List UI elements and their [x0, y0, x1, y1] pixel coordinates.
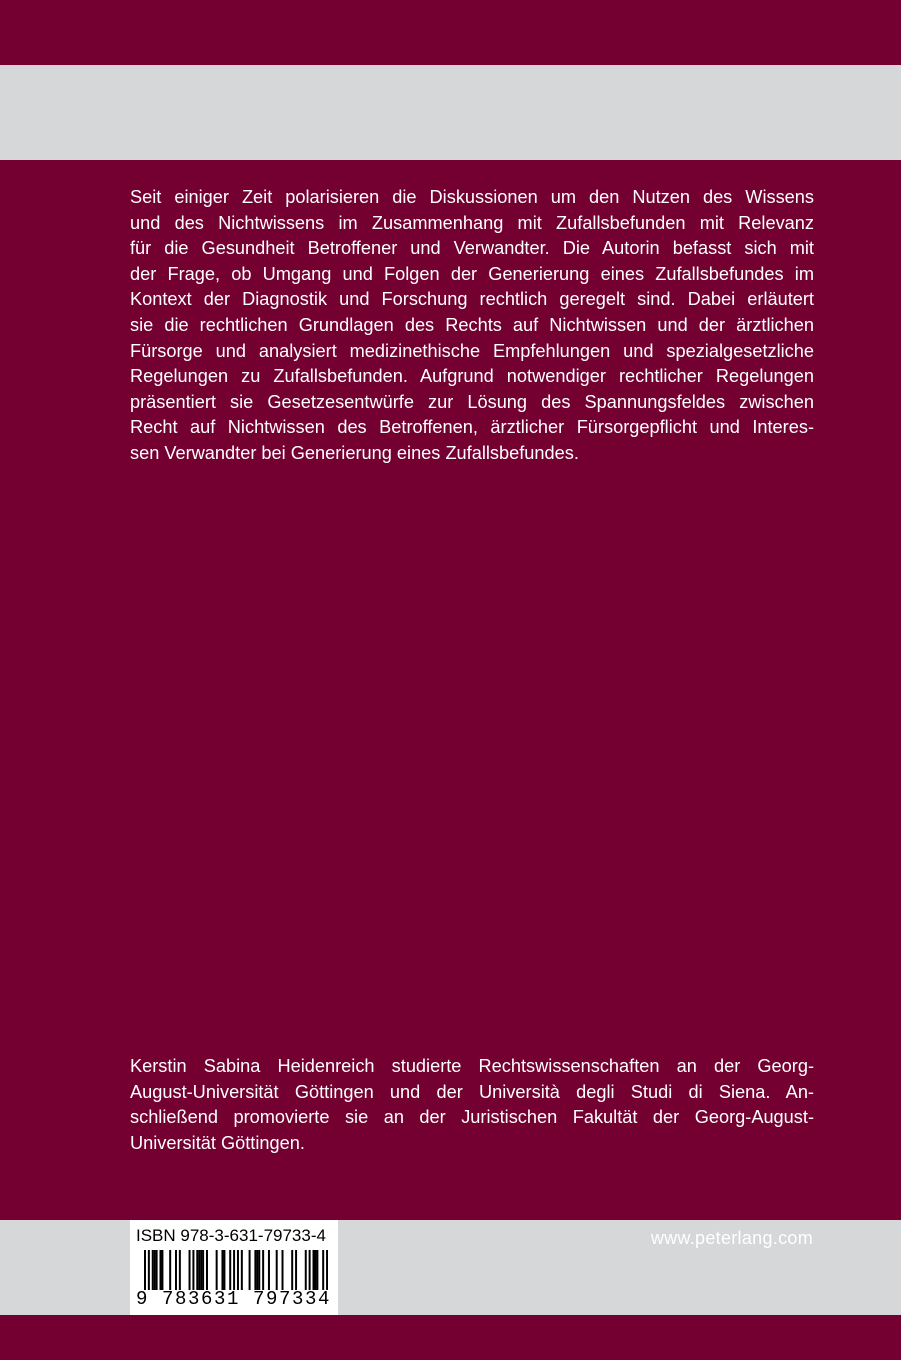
barcode-bar	[241, 1250, 243, 1290]
barcode-bar	[282, 1250, 284, 1290]
barcode-bar	[152, 1250, 154, 1290]
author-biography	[130, 1054, 814, 1156]
barcode-bar	[216, 1250, 218, 1290]
barcode-bar	[229, 1250, 231, 1290]
barcode-bar	[198, 1250, 200, 1290]
barcode-bar	[148, 1250, 150, 1290]
barcode-bar	[175, 1250, 177, 1290]
barcode-bar	[268, 1250, 270, 1290]
barcode-bar	[313, 1250, 315, 1290]
barcode-bar	[237, 1250, 239, 1290]
barcode-bar	[276, 1250, 278, 1290]
barcode-bar	[262, 1250, 264, 1290]
barcode-digits: 9 783631 797334	[136, 1288, 332, 1310]
description-line: der Frage, ob Umgang und Folgen der Generierung eines Zufallsbefundes im	[130, 263, 814, 284]
description-line: Seit einiger Zeit polarisieren die Diskussionen um den Nutzen des Wissens	[130, 187, 814, 207]
barcode-bar	[314, 1250, 316, 1290]
description-line: und des Nichtwissens im Zusammenhang mit Zufallsbefunden mit Relevanz	[130, 212, 814, 233]
barcode-bar	[144, 1250, 146, 1290]
barcode-bar	[249, 1250, 251, 1290]
description-line: Recht auf Nichtwissen des Betroffenen, ärztlicher Fürsorgepflicht und Interes-	[130, 417, 814, 438]
barcode-bars	[144, 1250, 328, 1290]
barcode-bar	[202, 1250, 204, 1290]
barcode-bar	[200, 1250, 202, 1290]
barcode-bar	[305, 1250, 307, 1290]
barcode-bar	[254, 1250, 256, 1290]
book-description	[130, 185, 814, 467]
description-line: präsentiert sie Gesetzesentwürfe zur Lösung des Spannungsfeldes zwischen	[130, 391, 814, 412]
barcode-bar	[192, 1250, 194, 1290]
barcode-bar	[196, 1250, 198, 1290]
barcode-bar	[256, 1250, 258, 1290]
barcode-bar	[221, 1250, 223, 1290]
bio-line: schließend promovierte sie an der Juristischen Fakultät der Georg-August-	[130, 1107, 814, 1128]
bio-line: Kerstin Sabina Heidenreich studierte Rechtswissenschaften an der Georg-	[130, 1056, 814, 1076]
bio-line: Universität Göttingen.	[130, 1132, 305, 1153]
barcode-bar	[189, 1250, 191, 1290]
barcode-bar	[309, 1250, 311, 1290]
barcode-bar	[233, 1250, 235, 1290]
description-line: für die Gesundheit Betroffener und Verwandter. Die Autorin befasst sich mit	[130, 238, 814, 259]
barcode-bar	[156, 1250, 158, 1290]
barcode-bar	[223, 1250, 225, 1290]
barcode-bar	[316, 1250, 318, 1290]
isbn-label: ISBN 978-3-631-79733-4	[136, 1226, 326, 1245]
barcode-bar	[291, 1250, 293, 1290]
barcode-bar	[159, 1250, 161, 1290]
barcode-bar	[169, 1250, 171, 1290]
description-line: Fürsorge und analysiert medizinethische Empfehlungen und spezialgesetzliche	[130, 340, 814, 361]
barcode-bar	[322, 1250, 324, 1290]
barcode-bar	[206, 1250, 208, 1290]
top-grey-band	[0, 65, 901, 160]
barcode-bar	[326, 1250, 328, 1290]
description-line: Regelungen zu Zufallsbefunden. Aufgrund notwendiger rechtlicher Regelungen	[130, 366, 814, 387]
publisher-website[interactable]: www.peterlang.com	[650, 1228, 813, 1248]
isbn-barcode	[130, 1220, 338, 1315]
barcode-bar	[258, 1250, 260, 1290]
barcode-bar	[161, 1250, 163, 1290]
bio-line: August-Universität Göttingen und der Università degli Studi di Siena. An-	[130, 1081, 814, 1102]
barcode-bar	[179, 1250, 181, 1290]
description-line: Kontext der Diagnostik und Forschung rechtlich geregelt sind. Dabei erläutert	[130, 289, 814, 310]
barcode-bar	[295, 1250, 297, 1290]
description-line: sie die rechtlichen Grundlagen des Rechts auf Nichtwissen und der ärztlichen	[130, 314, 814, 335]
barcode-bar	[154, 1250, 156, 1290]
description-line: sen Verwandter bei Generierung eines Zufallsbefundes.	[130, 442, 579, 463]
